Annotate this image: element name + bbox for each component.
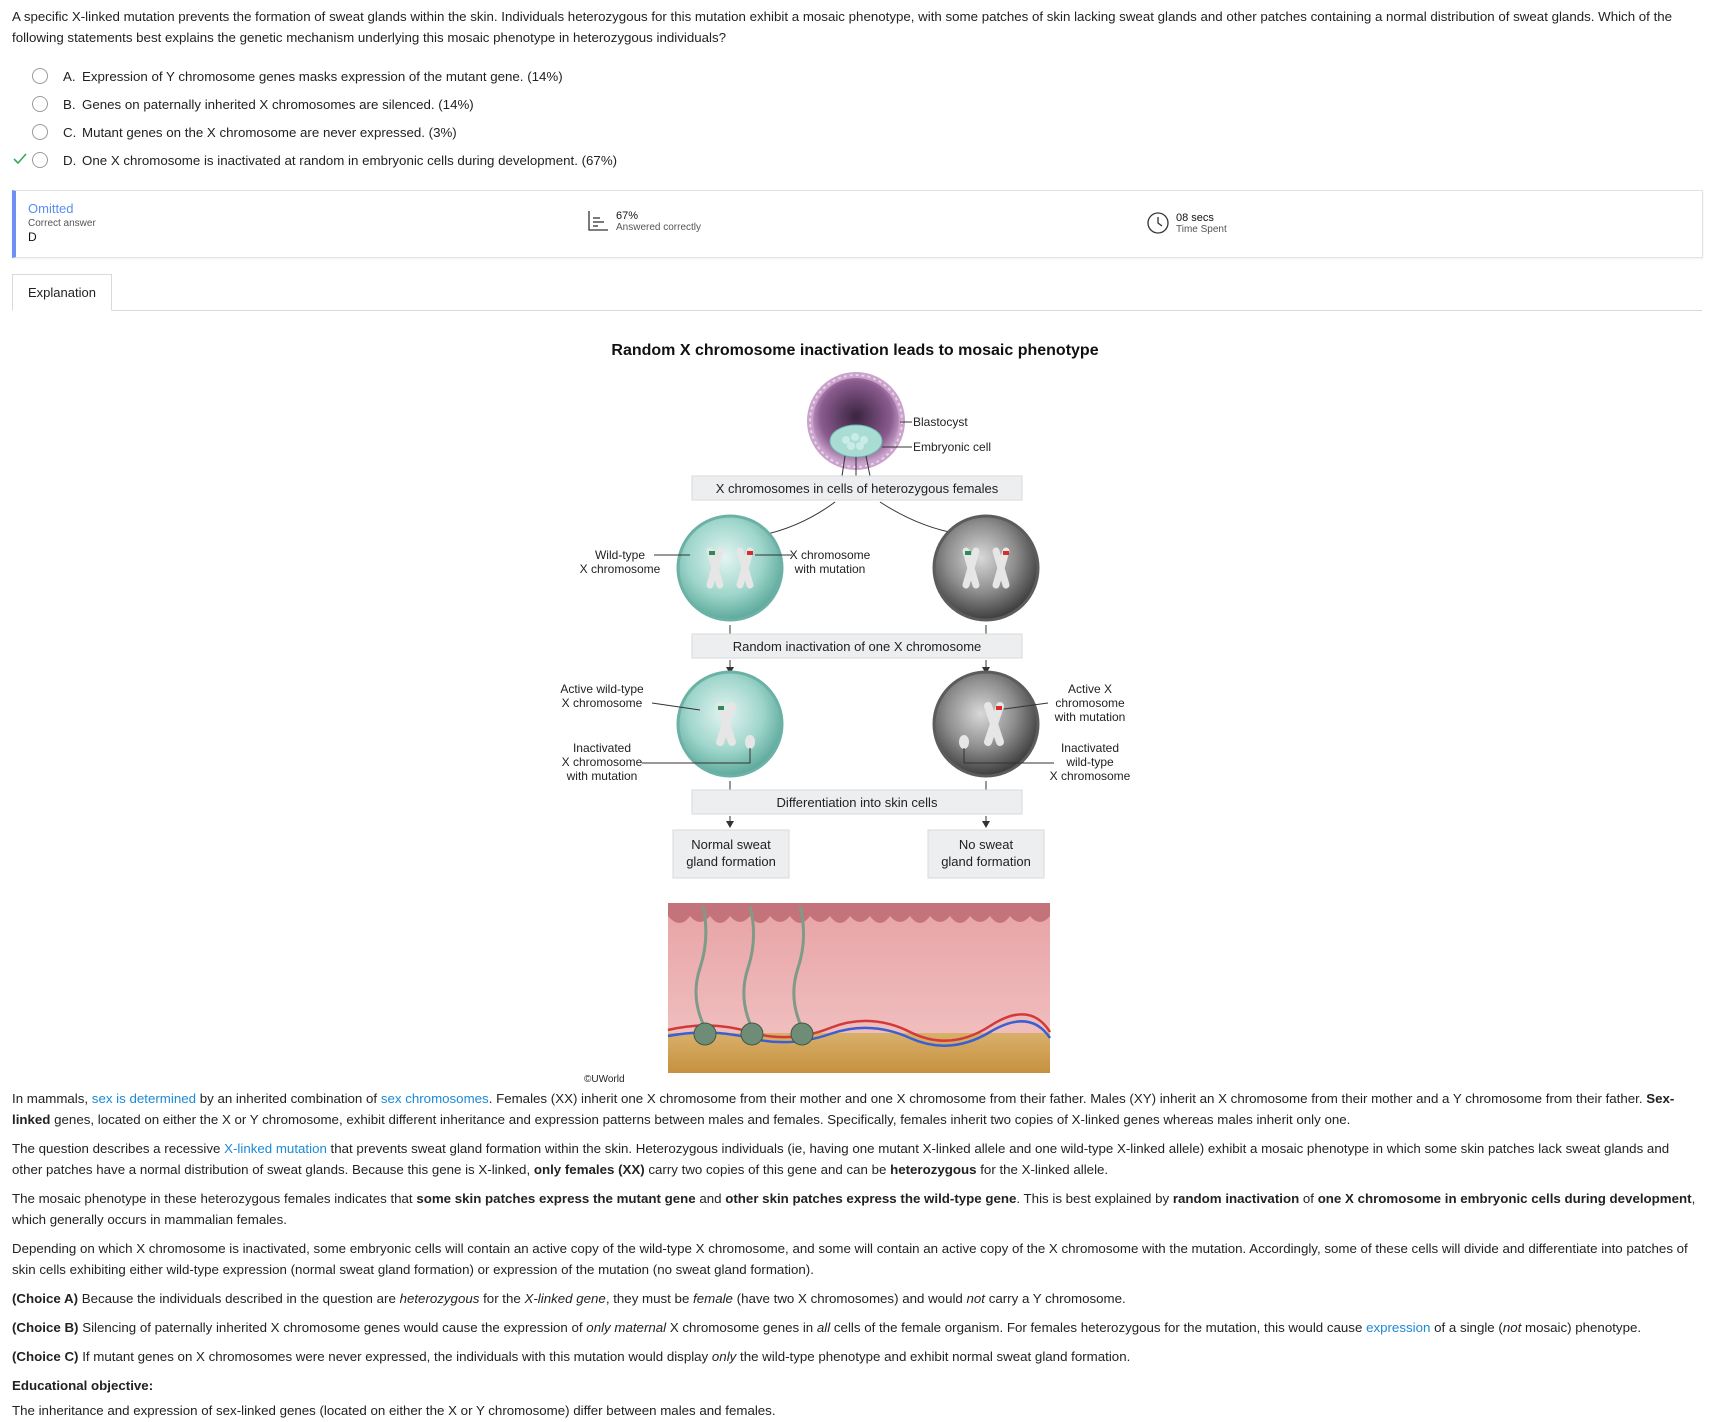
time-spent bbox=[1146, 211, 1227, 235]
text-span: only bbox=[711, 1349, 737, 1364]
choice-text: One X chromosome is inactivated at random in embryonic cells during development. (67%) bbox=[82, 152, 618, 168]
link-x-linked-mutation[interactable]: X-linked mutation bbox=[224, 1141, 327, 1156]
no-sweat-outcome-2: gland formation bbox=[941, 854, 1031, 869]
text-span: all bbox=[816, 1320, 831, 1335]
blastocyst-label: Blastocyst bbox=[913, 415, 968, 429]
step-1-label: X chromosomes in cells of heterozygous females bbox=[715, 481, 999, 496]
copyright-label: ©UWorld bbox=[584, 1074, 625, 1085]
wild-type-label-1: Wild-type bbox=[594, 548, 646, 562]
question-stem: A specific X-linked mutation prevents the formation of sweat glands within the skin. Individuals heterozygous for this mutation exhibit a mosaic phenotype, with some patches of skin lacking sweat glands and other patches containing a normal distribution of sweat glands. Which of the following statements best explains the genetic mechanism underlying this mosaic phenotype in heterozygous individuals? bbox=[12, 9, 1673, 45]
text-span: X-linked gene bbox=[524, 1291, 606, 1306]
choice-label: (Choice A) bbox=[12, 1291, 78, 1306]
text-span: only females (XX) bbox=[533, 1162, 645, 1177]
text-span: female bbox=[693, 1291, 733, 1306]
inactive-mut-label-2: X chromosome bbox=[561, 755, 643, 769]
time-label: Time Spent bbox=[1176, 223, 1227, 235]
paragraph-choice-b bbox=[12, 1317, 1702, 1338]
blastocyst-illustration bbox=[810, 375, 902, 467]
text-span: In mammals, bbox=[12, 1091, 92, 1106]
no-sweat-outcome-1: No sweat bbox=[958, 837, 1014, 852]
normal-outcome-2: gland formation bbox=[686, 854, 776, 869]
text-span: cells of the female organism. For females heterozygous for the mutation, this would cause bbox=[830, 1320, 1367, 1335]
radio-button[interactable] bbox=[32, 96, 48, 112]
text-span: genes, located on either the X or Y chromosome, exhibit different inheritance and expression patterns between males and females. Specifically, females inherit two copies of X-linked genes whereas males inherit only one. bbox=[50, 1112, 1351, 1127]
educational-objective-text: The inheritance and expression of sex-linked genes (located on either the X or Y chromosome) differ between males and females. bbox=[12, 1403, 776, 1418]
answer-stats-panel bbox=[12, 190, 1703, 258]
correct-answer-value: D bbox=[28, 230, 37, 244]
percent-correct bbox=[586, 209, 701, 233]
text-span: that prevents sweat gland formation within the skin. Heterozygous individuals (ie, having one mutant X-linked allele and one wild-type X-linked allele) exhibit a mosaic phenotype in which some skin patches lack sweat glands and other patches have a normal distribution of sweat glands. Because this gene is X-linked, bbox=[12, 1141, 1670, 1177]
text-span: some skin patches express the mutant gene bbox=[416, 1191, 696, 1206]
clock-icon bbox=[1146, 211, 1170, 235]
text-span: heterozygous bbox=[890, 1162, 977, 1177]
paragraph-x-linked bbox=[12, 1138, 1702, 1180]
mutation-label-2: with mutation bbox=[794, 562, 866, 576]
text-span: random inactivation bbox=[1172, 1191, 1300, 1206]
link-sex-determined[interactable]: sex is determined bbox=[91, 1091, 197, 1106]
paragraph-inactivation: Depending on which X chromosome is inactivated, some embryonic cells will contain an active copy of the wild-type X chromosome, and some will contain an active copy of the X chromosome with the mutation. Accordingly, some of these cells will divide and differentiate into patches of skin cells exhibiting either wild-type expression (normal sweat gland formation) or expression of the mutation (no sweat gland formation). bbox=[12, 1241, 1688, 1277]
text-span: Silencing of paternally inherited X chromosome genes would cause the expression of bbox=[78, 1320, 587, 1335]
text-span: of a single ( bbox=[1430, 1320, 1503, 1335]
heterozygous-cell-right bbox=[934, 516, 1038, 620]
paragraph-sex-determination bbox=[12, 1088, 1702, 1130]
link-sex-chromosomes[interactable]: sex chromosomes bbox=[380, 1091, 489, 1106]
inactive-wt-label-3: X chromosome bbox=[1049, 769, 1131, 783]
choice-text: Genes on paternally inherited X chromosomes are silenced. (14%) bbox=[82, 96, 474, 112]
choice-letter: C. bbox=[63, 124, 77, 140]
text-span: The mosaic phenotype in these heterozygous females indicates that bbox=[12, 1191, 417, 1206]
paragraph-mosaic bbox=[12, 1188, 1702, 1230]
answer-choices bbox=[12, 62, 912, 174]
text-span: other skin patches express the wild-type gene bbox=[725, 1191, 1017, 1206]
active-wt-label-2: X chromosome bbox=[561, 696, 643, 710]
text-span: (have two X chromosomes) and would bbox=[732, 1291, 967, 1306]
figure-diagram bbox=[560, 338, 1180, 1085]
choice-label: (Choice B) bbox=[12, 1320, 79, 1335]
text-span: carry a Y chromosome. bbox=[985, 1291, 1126, 1306]
text-span: If mutant genes on X chromosomes were never expressed, the individuals with this mutation would display bbox=[78, 1349, 712, 1364]
educational-objective-title: Educational objective: bbox=[12, 1378, 154, 1393]
active-mut-label-2: chromosome bbox=[1055, 696, 1125, 710]
text-span: only maternal bbox=[586, 1320, 667, 1335]
explanation-figure bbox=[560, 338, 1180, 1085]
text-span: of bbox=[1299, 1191, 1318, 1206]
link-expression[interactable]: expression bbox=[1366, 1320, 1431, 1335]
explanation-text bbox=[12, 1088, 1702, 1421]
radio-button[interactable] bbox=[32, 68, 48, 84]
active-wild-type-cell bbox=[678, 672, 782, 776]
choice-b[interactable] bbox=[12, 90, 912, 118]
radio-button[interactable] bbox=[32, 124, 48, 140]
heterozygous-cell-left bbox=[678, 516, 782, 620]
text-span: Sex-linked bbox=[12, 1091, 1675, 1127]
bar-chart-icon bbox=[586, 209, 610, 233]
text-span: the wild-type phenotype and exhibit normal sweat gland formation. bbox=[736, 1349, 1131, 1364]
inactive-mut-label-3: with mutation bbox=[566, 769, 638, 783]
choice-c[interactable] bbox=[12, 118, 912, 146]
figure-title: Random X chromosome inactivation leads to mosaic phenotype bbox=[611, 342, 1099, 359]
text-span: not bbox=[966, 1291, 986, 1306]
status-label: Omitted bbox=[28, 201, 74, 216]
text-span: one X chromosome in embryonic cells during development bbox=[1317, 1191, 1692, 1206]
choice-letter: D. bbox=[63, 152, 77, 168]
answer-status bbox=[28, 201, 96, 244]
tab-explanation[interactable]: Explanation bbox=[12, 274, 112, 311]
text-span: mosaic) phenotype. bbox=[1521, 1320, 1642, 1335]
text-span: and bbox=[695, 1191, 726, 1206]
paragraph-choice-a bbox=[12, 1288, 1702, 1309]
paragraph-choice-c bbox=[12, 1346, 1702, 1367]
text-span: , which generally occurs in mammalian females. bbox=[12, 1191, 1696, 1227]
active-mut-label-1: Active X bbox=[1067, 682, 1113, 696]
percent-value: 67% bbox=[616, 209, 639, 222]
normal-outcome-1: Normal sweat bbox=[691, 837, 771, 852]
choice-label: (Choice C) bbox=[12, 1349, 79, 1364]
inactive-mut-label-1: Inactivated bbox=[572, 741, 632, 755]
text-span: for the bbox=[479, 1291, 525, 1306]
radio-button[interactable] bbox=[32, 152, 48, 168]
choice-a[interactable] bbox=[12, 62, 912, 90]
choice-d[interactable] bbox=[12, 146, 912, 174]
skin-cross-section-illustration bbox=[668, 903, 1050, 1073]
text-span: , they must be bbox=[605, 1291, 694, 1306]
text-span: by an inherited combination of bbox=[196, 1091, 381, 1106]
choice-letter: A. bbox=[63, 68, 76, 84]
choice-text: Mutant genes on the X chromosome are never expressed. (3%) bbox=[82, 124, 457, 140]
time-value: 08 secs bbox=[1176, 211, 1214, 224]
text-span: not bbox=[1502, 1320, 1522, 1335]
embryonic-cell-label: Embryonic cell bbox=[913, 440, 992, 454]
mutation-label-1: X chromosome bbox=[789, 548, 871, 562]
percent-label: Answered correctly bbox=[616, 221, 702, 233]
text-span: . Females (XX) inherit one X chromosome from their mother and one X chromosome from their father. Males (XY) inherit an X chromosome from their mother and a Y chromosome from their father. bbox=[488, 1091, 1647, 1106]
choice-text: Expression of Y chromosome genes masks expression of the mutant gene. (14%) bbox=[82, 68, 563, 84]
text-span: . This is best explained by bbox=[1016, 1191, 1173, 1206]
active-wt-label-1: Active wild-type bbox=[560, 682, 644, 696]
step-3-label: Differentiation into skin cells bbox=[776, 795, 938, 810]
text-span: The question describes a recessive bbox=[12, 1141, 225, 1156]
active-mut-label-3: with mutation bbox=[1054, 710, 1126, 724]
tab-bar bbox=[12, 274, 1702, 311]
choice-letter: B. bbox=[63, 96, 76, 112]
inactive-wt-label-1: Inactivated bbox=[1060, 741, 1120, 755]
step-2-label: Random inactivation of one X chromosome bbox=[732, 639, 982, 654]
text-span: for the X-linked allele. bbox=[976, 1162, 1109, 1177]
correct-check-icon bbox=[12, 151, 30, 169]
text-span: X chromosome genes in bbox=[666, 1320, 817, 1335]
text-span: carry two copies of this gene and can be bbox=[644, 1162, 891, 1177]
inactive-wt-label-2: wild-type bbox=[1066, 755, 1114, 769]
text-span: Because the individuals described in the question are bbox=[78, 1291, 400, 1306]
wild-type-label-2: X chromosome bbox=[579, 562, 661, 576]
correct-answer-label: Correct answer bbox=[28, 218, 96, 229]
text-span: heterozygous bbox=[399, 1291, 480, 1306]
active-mutant-cell bbox=[934, 672, 1038, 776]
